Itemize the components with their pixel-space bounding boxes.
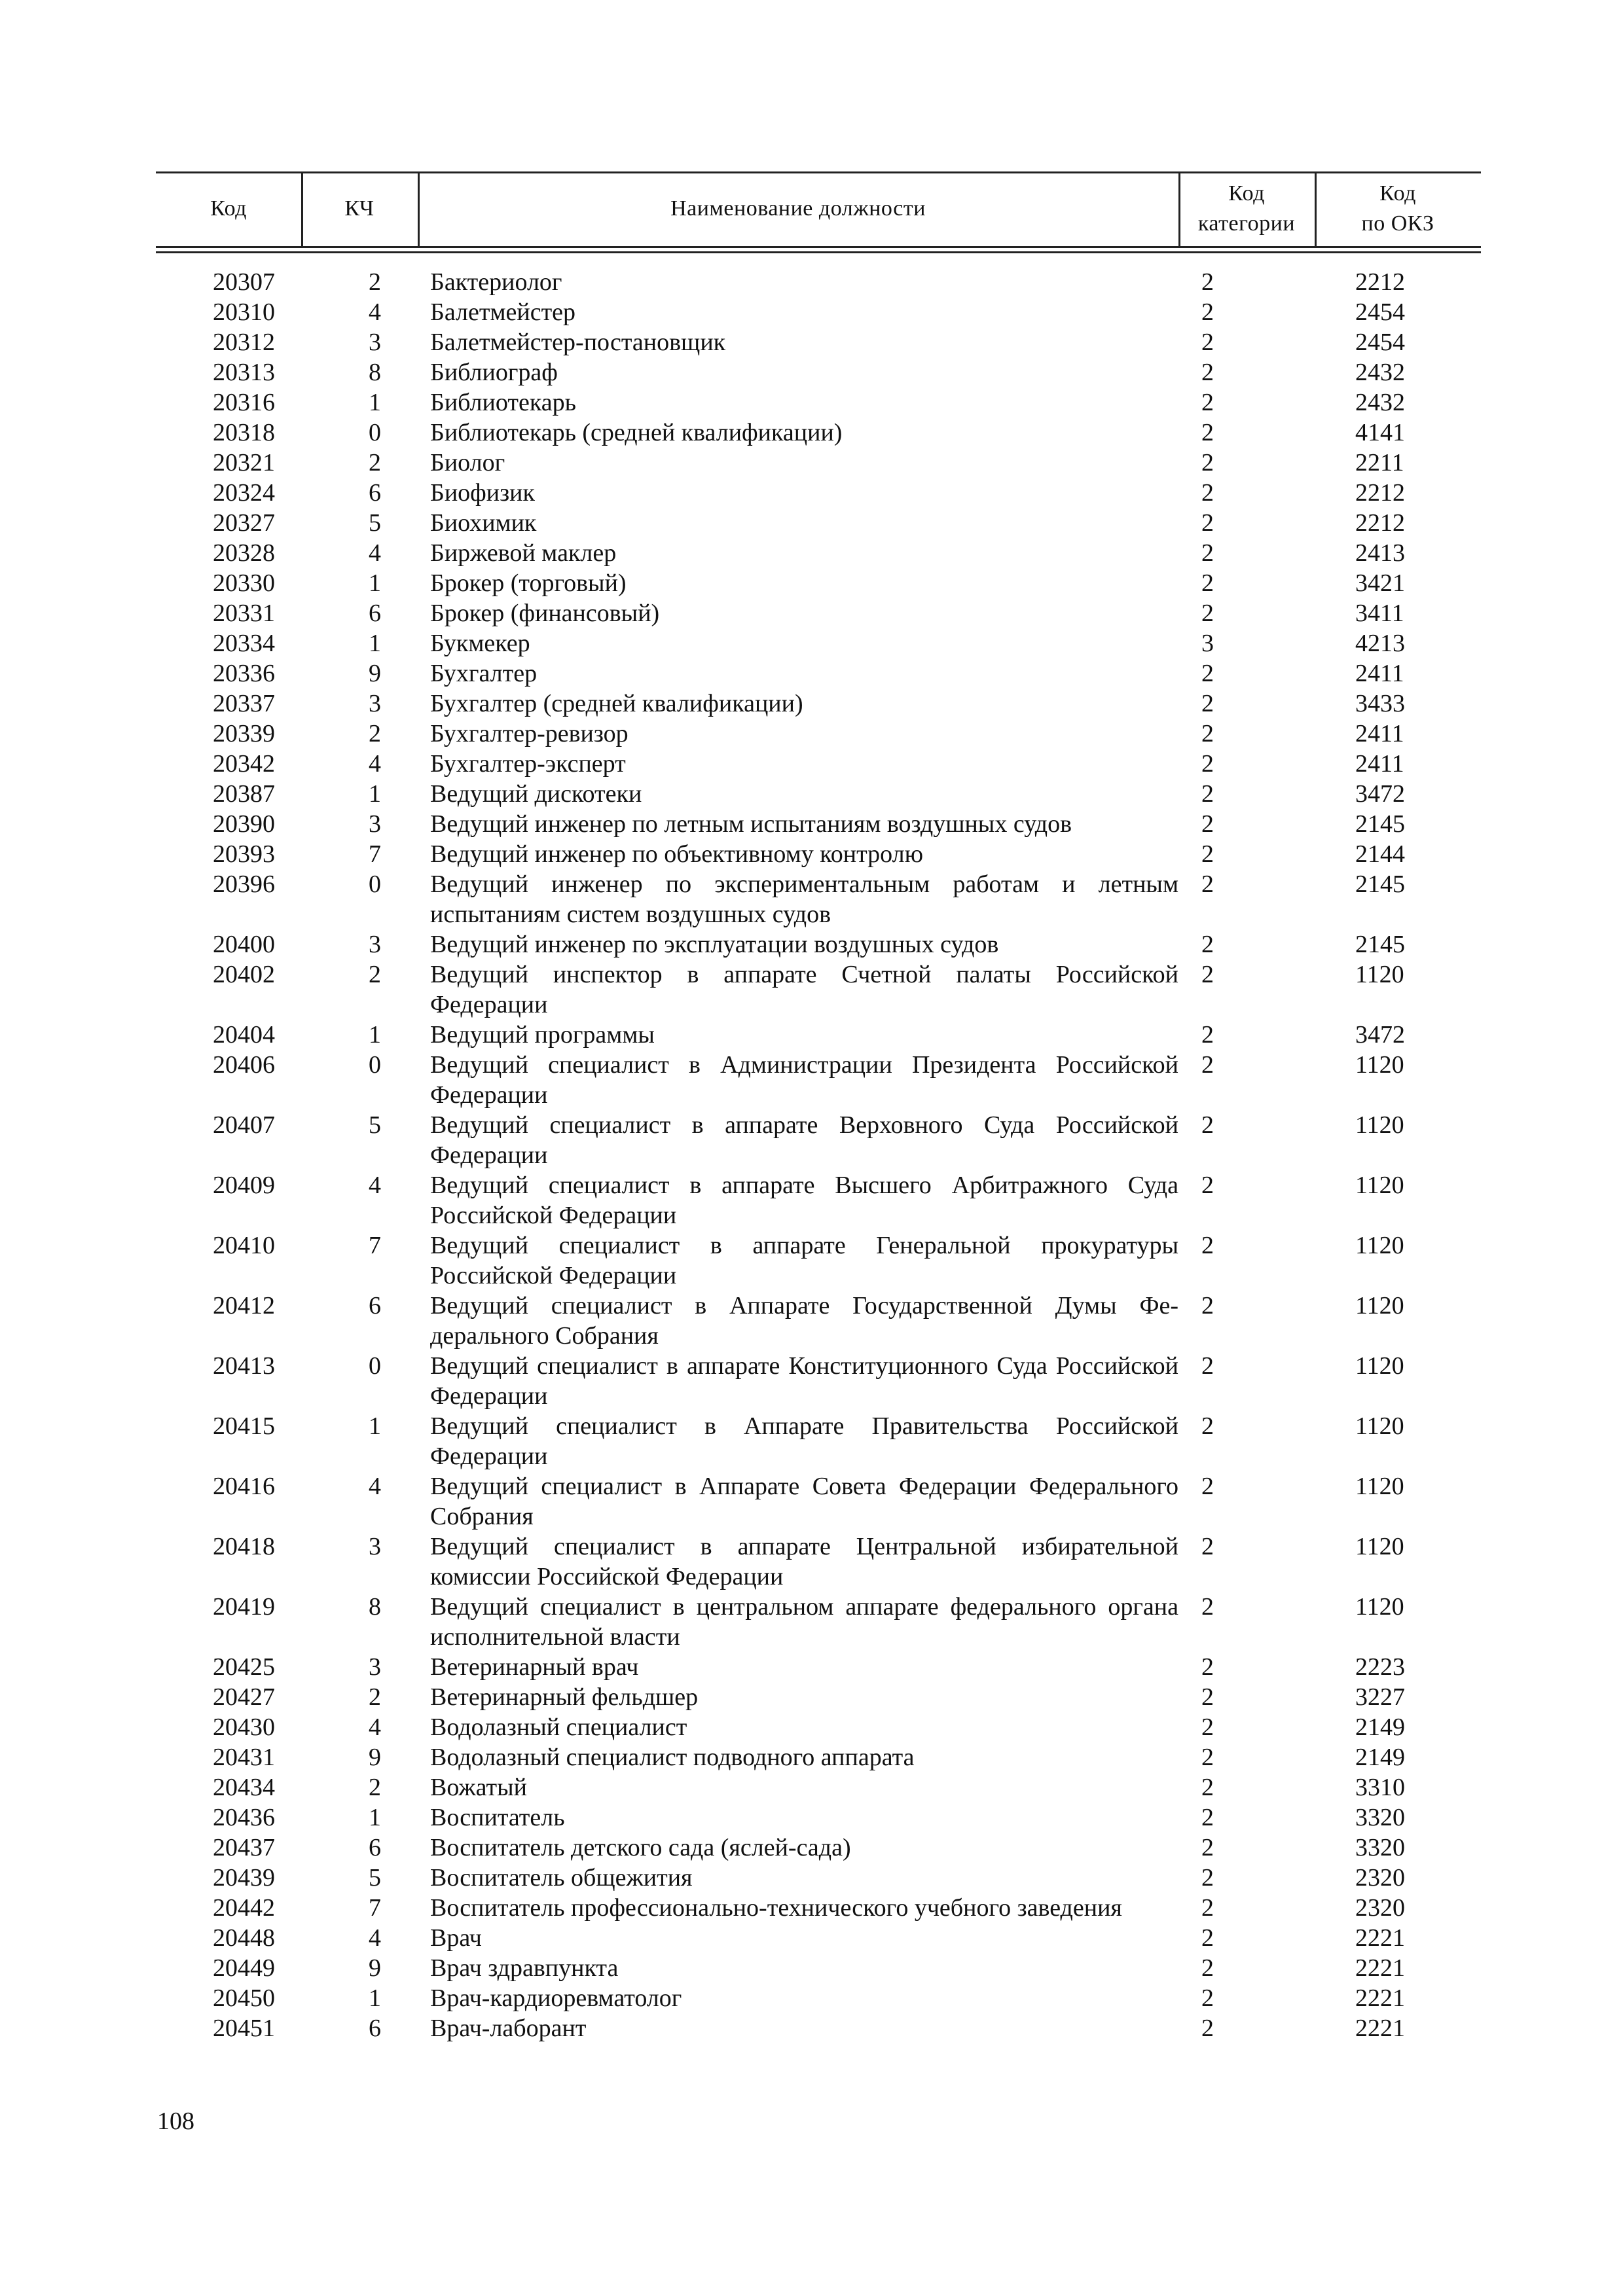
table-row bbox=[156, 869, 1481, 929]
table-row bbox=[156, 1983, 1481, 2013]
position-name-cell: Балетмейстер bbox=[430, 298, 576, 326]
table-row bbox=[156, 568, 1481, 598]
okz-code-cell: 3411 bbox=[1355, 600, 1404, 627]
table-row bbox=[156, 719, 1481, 749]
kch-cell: 4 bbox=[369, 1924, 381, 1952]
position-name-cell: Бухгалтер bbox=[430, 660, 538, 687]
category-code-cell: 2 bbox=[1201, 419, 1214, 446]
category-code-cell: 2 bbox=[1201, 720, 1214, 747]
kch-cell: 9 bbox=[369, 1744, 381, 1771]
position-name-cell: Вожатый bbox=[430, 1774, 528, 1801]
kch-cell: 2 bbox=[369, 449, 381, 476]
code-cell: 20419 bbox=[213, 1593, 275, 1621]
position-name-cell: Ведущий специалист в аппарате Генеральной прокуратуры Российской Федерации bbox=[430, 1232, 1178, 1289]
category-code-cell: 2 bbox=[1201, 750, 1214, 778]
table-row bbox=[156, 327, 1481, 357]
okz-code-cell: 2432 bbox=[1355, 389, 1405, 416]
code-cell: 20449 bbox=[213, 1954, 275, 1982]
category-code-cell: 2 bbox=[1201, 1713, 1214, 1741]
category-code-cell: 2 bbox=[1201, 1533, 1214, 1560]
code-cell: 20307 bbox=[213, 268, 275, 296]
position-name-cell: Водолазный специалист bbox=[430, 1713, 687, 1741]
okz-code-cell: 2144 bbox=[1355, 840, 1405, 868]
position-name-cell: Ведущий инженер по экспериментальным работам и летным испытаниям систем воздушных судов bbox=[430, 870, 1178, 928]
table-body bbox=[156, 267, 1481, 2043]
okz-code-cell: 2212 bbox=[1355, 479, 1405, 507]
category-code-cell: 2 bbox=[1201, 1352, 1214, 1380]
header-bottom-rule-double bbox=[156, 251, 1481, 253]
kch-cell: 1 bbox=[369, 1021, 381, 1049]
page-number: 108 bbox=[157, 2108, 194, 2135]
category-code-cell: 2 bbox=[1201, 1653, 1214, 1681]
kch-cell: 5 bbox=[369, 509, 381, 537]
okz-code-cell: 1120 bbox=[1355, 1533, 1404, 1560]
code-cell: 20312 bbox=[213, 329, 275, 356]
table-row bbox=[156, 1170, 1481, 1230]
kch-cell: 3 bbox=[369, 810, 381, 838]
table-row bbox=[156, 297, 1481, 327]
category-code-cell: 2 bbox=[1201, 1412, 1214, 1440]
code-cell: 20400 bbox=[213, 931, 275, 958]
kch-cell: 3 bbox=[369, 690, 381, 717]
okz-code-cell: 2211 bbox=[1355, 449, 1404, 476]
table-row bbox=[156, 1772, 1481, 1803]
position-name-cell: Биолог bbox=[430, 449, 505, 476]
okz-code-cell: 4213 bbox=[1355, 630, 1405, 657]
position-name-cell: Водолазный специалист подводного аппарата bbox=[430, 1744, 915, 1771]
position-name-cell: Врач-лаборант bbox=[430, 2015, 587, 2042]
code-cell: 20407 bbox=[213, 1111, 275, 1139]
code-cell: 20442 bbox=[213, 1894, 275, 1922]
okz-code-cell: 3227 bbox=[1355, 1683, 1405, 1711]
okz-code-cell: 1120 bbox=[1355, 1352, 1404, 1380]
table-row bbox=[156, 2013, 1481, 2043]
position-name-cell: Ветеринарный врач bbox=[430, 1653, 639, 1681]
kch-cell: 4 bbox=[369, 1713, 381, 1741]
okz-code-cell: 2432 bbox=[1355, 359, 1405, 386]
position-name-cell: Ведущий специалист в аппарате Центральной избирательной комиссии Российской Федерации bbox=[430, 1533, 1178, 1590]
kch-cell: 6 bbox=[369, 1834, 381, 1861]
position-name-cell: Врач здравпункта bbox=[430, 1954, 619, 1982]
okz-code-cell: 1120 bbox=[1355, 1593, 1404, 1621]
kch-cell: 2 bbox=[369, 720, 381, 747]
kch-cell: 9 bbox=[369, 1954, 381, 1982]
okz-code-cell: 3472 bbox=[1355, 780, 1405, 808]
kch-cell: 5 bbox=[369, 1864, 381, 1892]
code-cell: 20437 bbox=[213, 1834, 275, 1861]
okz-code-cell: 2149 bbox=[1355, 1744, 1405, 1771]
category-code-cell: 2 bbox=[1201, 1232, 1214, 1259]
kch-cell: 3 bbox=[369, 1653, 381, 1681]
category-code-cell: 2 bbox=[1201, 509, 1214, 537]
table-row bbox=[156, 1923, 1481, 1953]
kch-cell: 8 bbox=[369, 359, 381, 386]
code-cell: 20412 bbox=[213, 1292, 275, 1319]
code-cell: 20393 bbox=[213, 840, 275, 868]
kch-cell: 1 bbox=[369, 1984, 381, 2012]
position-name-cell: Библиотекарь (средней квалификации) bbox=[430, 419, 843, 446]
okz-code-cell: 2411 bbox=[1355, 750, 1404, 778]
table-row bbox=[156, 357, 1481, 387]
position-name-cell: Библиограф bbox=[430, 359, 558, 386]
kch-cell: 4 bbox=[369, 750, 381, 778]
okz-code-cell: 1120 bbox=[1355, 961, 1404, 988]
okz-code-cell: 2223 bbox=[1355, 1653, 1405, 1681]
category-code-cell: 2 bbox=[1201, 479, 1214, 507]
code-cell: 20427 bbox=[213, 1683, 275, 1711]
position-name-cell: Воспитатель bbox=[430, 1804, 565, 1831]
code-cell: 20436 bbox=[213, 1804, 275, 1831]
table-row bbox=[156, 387, 1481, 418]
table-row bbox=[156, 1471, 1481, 1532]
table-row bbox=[156, 839, 1481, 869]
category-code-cell: 2 bbox=[1201, 810, 1214, 838]
kch-cell: 0 bbox=[369, 1051, 381, 1079]
kch-cell: 2 bbox=[369, 961, 381, 988]
position-name-cell: Ведущий специалист в аппарате Высшего Арбитражного Суда Российской Федерации bbox=[430, 1172, 1178, 1229]
okz-code-cell: 2145 bbox=[1355, 870, 1405, 898]
header-position-name: Наименование должности bbox=[670, 196, 926, 221]
table-row bbox=[156, 1592, 1481, 1652]
okz-code-cell: 2221 bbox=[1355, 2015, 1405, 2042]
code-cell: 20425 bbox=[213, 1653, 275, 1681]
category-code-cell: 2 bbox=[1201, 298, 1214, 326]
table-row bbox=[156, 1833, 1481, 1863]
kch-cell: 1 bbox=[369, 569, 381, 597]
position-name-cell: Воспитатель профессионально-технического учебного заведения bbox=[430, 1894, 1122, 1922]
okz-code-cell: 3320 bbox=[1355, 1804, 1405, 1831]
position-name-cell: Ветеринарный фельдшер bbox=[430, 1683, 699, 1711]
category-code-cell: 2 bbox=[1201, 600, 1214, 627]
category-code-cell: 2 bbox=[1201, 1804, 1214, 1831]
table-row bbox=[156, 1652, 1481, 1682]
table-row bbox=[156, 1532, 1481, 1592]
position-name-cell: Врач-кардиоревматолог bbox=[430, 1984, 682, 2012]
category-code-cell: 2 bbox=[1201, 1774, 1214, 1801]
table-row bbox=[156, 1863, 1481, 1893]
table-row bbox=[156, 1291, 1481, 1351]
header-category-code: Код категории bbox=[1197, 181, 1296, 236]
kch-cell: 6 bbox=[369, 479, 381, 507]
code-cell: 20450 bbox=[213, 1984, 275, 2012]
kch-cell: 9 bbox=[369, 660, 381, 687]
code-cell: 20321 bbox=[213, 449, 275, 476]
kch-cell: 1 bbox=[369, 389, 381, 416]
kch-cell: 3 bbox=[369, 931, 381, 958]
okz-code-cell: 3472 bbox=[1355, 1021, 1405, 1049]
code-cell: 20324 bbox=[213, 479, 275, 507]
position-name-cell: Биржевой маклер bbox=[430, 539, 617, 567]
code-cell: 20328 bbox=[213, 539, 275, 567]
kch-cell: 3 bbox=[369, 329, 381, 356]
okz-code-cell: 2212 bbox=[1355, 268, 1405, 296]
okz-code-cell: 2411 bbox=[1355, 660, 1404, 687]
kch-cell: 4 bbox=[369, 1473, 381, 1500]
table-row bbox=[156, 478, 1481, 508]
code-cell: 20334 bbox=[213, 630, 275, 657]
code-cell: 20327 bbox=[213, 509, 275, 537]
position-name-cell: Бактериолог bbox=[430, 268, 562, 296]
okz-code-cell: 2454 bbox=[1355, 329, 1405, 356]
category-code-cell: 2 bbox=[1201, 1954, 1214, 1982]
category-code-cell: 2 bbox=[1201, 359, 1214, 386]
kch-cell: 1 bbox=[369, 780, 381, 808]
category-code-cell: 2 bbox=[1201, 1924, 1214, 1952]
code-cell: 20415 bbox=[213, 1412, 275, 1440]
table-row bbox=[156, 538, 1481, 568]
okz-code-cell: 2413 bbox=[1355, 539, 1405, 567]
code-cell: 20430 bbox=[213, 1713, 275, 1741]
category-code-cell: 3 bbox=[1201, 630, 1214, 657]
kch-cell: 1 bbox=[369, 1804, 381, 1831]
okz-code-cell: 2212 bbox=[1355, 509, 1405, 537]
okz-code-cell: 1120 bbox=[1355, 1292, 1404, 1319]
kch-cell: 6 bbox=[369, 600, 381, 627]
category-code-cell: 2 bbox=[1201, 660, 1214, 687]
table-row bbox=[156, 1682, 1481, 1712]
table-row bbox=[156, 267, 1481, 297]
kch-cell: 4 bbox=[369, 539, 381, 567]
code-cell: 20413 bbox=[213, 1352, 275, 1380]
position-name-cell: Брокер (финансовый) bbox=[430, 600, 660, 627]
okz-code-cell: 1120 bbox=[1355, 1473, 1404, 1500]
position-name-cell: Ведущий специалист в Аппарате Совета Федерации Федерального Собрания bbox=[430, 1473, 1178, 1530]
okz-code-cell: 2221 bbox=[1355, 1984, 1405, 2012]
position-name-cell: Бухгалтер-эксперт bbox=[430, 750, 626, 778]
code-cell: 20330 bbox=[213, 569, 275, 597]
kch-cell: 6 bbox=[369, 2015, 381, 2042]
position-name-cell: Ведущий программы bbox=[430, 1021, 655, 1049]
position-name-cell: Ведущий специалист в Администрации Президента Российской Федерации bbox=[430, 1051, 1178, 1109]
table-row bbox=[156, 598, 1481, 628]
category-code-cell: 2 bbox=[1201, 1021, 1214, 1049]
category-code-cell: 2 bbox=[1201, 961, 1214, 988]
code-cell: 20448 bbox=[213, 1924, 275, 1952]
position-name-cell: Воспитатель общежития bbox=[430, 1864, 693, 1892]
okz-code-cell: 1120 bbox=[1355, 1172, 1404, 1199]
code-cell: 20434 bbox=[213, 1774, 275, 1801]
table-row bbox=[156, 779, 1481, 809]
code-cell: 20402 bbox=[213, 961, 275, 988]
position-name-cell: Воспитатель детского сада (яслей-сада) bbox=[430, 1834, 851, 1861]
table-row bbox=[156, 1110, 1481, 1170]
kch-cell: 1 bbox=[369, 630, 381, 657]
category-code-cell: 2 bbox=[1201, 569, 1214, 597]
table-row bbox=[156, 1020, 1481, 1050]
okz-code-cell: 2454 bbox=[1355, 298, 1405, 326]
category-code-cell: 2 bbox=[1201, 1292, 1214, 1319]
table-row bbox=[156, 809, 1481, 839]
table-row bbox=[156, 1893, 1481, 1923]
category-code-cell: 2 bbox=[1201, 1744, 1214, 1771]
position-name-cell: Биофизик bbox=[430, 479, 535, 507]
category-code-cell: 2 bbox=[1201, 780, 1214, 808]
table-row bbox=[156, 689, 1481, 719]
kch-cell: 4 bbox=[369, 1172, 381, 1199]
table-row bbox=[156, 1411, 1481, 1471]
kch-cell: 3 bbox=[369, 1533, 381, 1560]
code-cell: 20331 bbox=[213, 600, 275, 627]
okz-code-cell: 2411 bbox=[1355, 720, 1404, 747]
table-row bbox=[156, 418, 1481, 448]
code-cell: 20410 bbox=[213, 1232, 275, 1259]
okz-code-cell: 1120 bbox=[1355, 1232, 1404, 1259]
position-name-cell: Ведущий специалист в Аппарате Государственной Думы Федерального Собрания bbox=[430, 1292, 1178, 1350]
code-cell: 20342 bbox=[213, 750, 275, 778]
header-kch: КЧ bbox=[344, 196, 374, 221]
table-row bbox=[156, 749, 1481, 779]
category-code-cell: 2 bbox=[1201, 389, 1214, 416]
code-cell: 20337 bbox=[213, 690, 275, 717]
kch-cell: 7 bbox=[369, 1894, 381, 1922]
table-row bbox=[156, 1351, 1481, 1411]
category-code-cell: 2 bbox=[1201, 1051, 1214, 1079]
code-cell: 20418 bbox=[213, 1533, 275, 1560]
code-cell: 20318 bbox=[213, 419, 275, 446]
okz-code-cell: 3320 bbox=[1355, 1834, 1405, 1861]
okz-code-cell: 1120 bbox=[1355, 1051, 1404, 1079]
code-cell: 20431 bbox=[213, 1744, 275, 1771]
code-cell: 20439 bbox=[213, 1864, 275, 1892]
position-name-cell: Ведущий инженер по эксплуатации воздушных судов bbox=[430, 931, 999, 958]
okz-code-cell: 3310 bbox=[1355, 1774, 1405, 1801]
position-name-cell: Бухгалтер (средней квалификации) bbox=[430, 690, 803, 717]
table-row bbox=[156, 1803, 1481, 1833]
category-code-cell: 2 bbox=[1201, 840, 1214, 868]
category-code-cell: 2 bbox=[1201, 2015, 1214, 2042]
category-code-cell: 2 bbox=[1201, 1111, 1214, 1139]
okz-code-cell: 1120 bbox=[1355, 1412, 1404, 1440]
table-row bbox=[156, 1230, 1481, 1291]
category-code-cell: 2 bbox=[1201, 329, 1214, 356]
header-code: Код bbox=[210, 196, 247, 221]
table-row bbox=[156, 1742, 1481, 1772]
table-row bbox=[156, 1953, 1481, 1983]
okz-code-cell: 2221 bbox=[1355, 1924, 1405, 1952]
category-code-cell: 2 bbox=[1201, 539, 1214, 567]
kch-cell: 2 bbox=[369, 268, 381, 296]
category-code-cell: 2 bbox=[1201, 449, 1214, 476]
header-bottom-rule bbox=[156, 246, 1481, 248]
code-cell: 20409 bbox=[213, 1172, 275, 1199]
category-code-cell: 2 bbox=[1201, 1984, 1214, 2012]
position-name-cell: Бухгалтер-ревизор bbox=[430, 720, 629, 747]
category-code-cell: 2 bbox=[1201, 1473, 1214, 1500]
okz-code-cell: 1120 bbox=[1355, 1111, 1404, 1139]
code-cell: 20396 bbox=[213, 870, 275, 898]
position-name-cell: Врач bbox=[430, 1924, 482, 1952]
category-code-cell: 2 bbox=[1201, 268, 1214, 296]
okz-code-cell: 2145 bbox=[1355, 931, 1405, 958]
okz-code-cell: 2221 bbox=[1355, 1954, 1405, 1982]
category-code-cell: 2 bbox=[1201, 1834, 1214, 1861]
header-okz-code: Код по ОКЗ bbox=[1361, 181, 1434, 236]
code-cell: 20390 bbox=[213, 810, 275, 838]
code-cell: 20336 bbox=[213, 660, 275, 687]
position-name-cell: Биохимик bbox=[430, 509, 537, 537]
kch-cell: 8 bbox=[369, 1593, 381, 1621]
position-name-cell: Ведущий дискотеки bbox=[430, 780, 642, 808]
table-row bbox=[156, 658, 1481, 689]
table-row bbox=[156, 508, 1481, 538]
position-name-cell: Ведущий специалист в аппарате Верховного Суда Российской Федерации bbox=[430, 1111, 1178, 1169]
kch-cell: 6 bbox=[369, 1292, 381, 1319]
kch-cell: 5 bbox=[369, 1111, 381, 1139]
code-cell: 20310 bbox=[213, 298, 275, 326]
category-code-cell: 2 bbox=[1201, 1172, 1214, 1199]
position-name-cell: Библиотекарь bbox=[430, 389, 576, 416]
code-cell: 20451 bbox=[213, 2015, 275, 2042]
table-row bbox=[156, 929, 1481, 960]
category-code-cell: 2 bbox=[1201, 931, 1214, 958]
okz-code-cell: 3421 bbox=[1355, 569, 1405, 597]
category-code-cell: 2 bbox=[1201, 1864, 1214, 1892]
position-name-cell: Балетмейстер-постановщик bbox=[430, 329, 726, 356]
kch-cell: 7 bbox=[369, 1232, 381, 1259]
code-cell: 20313 bbox=[213, 359, 275, 386]
category-code-cell: 2 bbox=[1201, 1593, 1214, 1621]
code-cell: 20316 bbox=[213, 389, 275, 416]
position-name-cell: Ведущий специалист в аппарате Конституционного Суда Российской Федерации bbox=[430, 1352, 1178, 1410]
code-cell: 20406 bbox=[213, 1051, 275, 1079]
position-name-cell: Ведущий специалист в центральном аппарате федерального органа исполнительной власти bbox=[430, 1593, 1178, 1651]
position-name-cell: Ведущий специалист в Аппарате Правительства Российской Федерации bbox=[430, 1412, 1178, 1470]
position-name-cell: Ведущий инженер по летным испытаниям воздушных судов bbox=[430, 810, 1072, 838]
kch-cell: 0 bbox=[369, 870, 381, 898]
category-code-cell: 2 bbox=[1201, 690, 1214, 717]
position-name-cell: Ведущий инженер по объективному контролю bbox=[430, 840, 924, 868]
okz-code-cell: 4141 bbox=[1355, 419, 1405, 446]
code-cell: 20387 bbox=[213, 780, 275, 808]
okz-code-cell: 2320 bbox=[1355, 1864, 1405, 1892]
okz-code-cell: 2320 bbox=[1355, 1894, 1405, 1922]
code-cell: 20416 bbox=[213, 1473, 275, 1500]
category-code-cell: 2 bbox=[1201, 870, 1214, 898]
table-row bbox=[156, 628, 1481, 658]
okz-code-cell: 2145 bbox=[1355, 810, 1405, 838]
position-name-cell: Ведущий инспектор в аппарате Счетной палаты Российской Федерации bbox=[430, 961, 1178, 1018]
category-code-cell: 2 bbox=[1201, 1683, 1214, 1711]
position-name-cell: Брокер (торговый) bbox=[430, 569, 627, 597]
code-cell: 20339 bbox=[213, 720, 275, 747]
table-row bbox=[156, 1712, 1481, 1742]
kch-cell: 4 bbox=[369, 298, 381, 326]
table-row bbox=[156, 448, 1481, 478]
kch-cell: 2 bbox=[369, 1683, 381, 1711]
code-cell: 20404 bbox=[213, 1021, 275, 1049]
kch-cell: 1 bbox=[369, 1412, 381, 1440]
kch-cell: 0 bbox=[369, 1352, 381, 1380]
kch-cell: 7 bbox=[369, 840, 381, 868]
category-code-cell: 2 bbox=[1201, 1894, 1214, 1922]
kch-cell: 2 bbox=[369, 1774, 381, 1801]
kch-cell: 0 bbox=[369, 419, 381, 446]
position-name-cell: Букмекер bbox=[430, 630, 530, 657]
table-row bbox=[156, 1050, 1481, 1110]
okz-code-cell: 2149 bbox=[1355, 1713, 1405, 1741]
okz-code-cell: 3433 bbox=[1355, 690, 1405, 717]
table-row bbox=[156, 960, 1481, 1020]
